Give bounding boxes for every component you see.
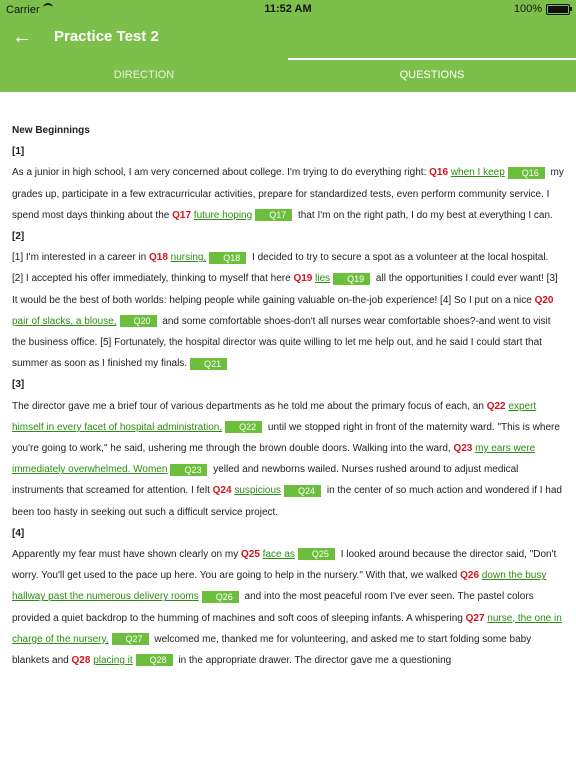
text: until we stopped right in front of the maternity ward. "This is where you're going to work," he said, ushering me through the brown double doors. Walking into the ward, — [12, 421, 560, 455]
underlined-text[interactable]: lies — [315, 273, 331, 285]
text: I looked around because the director said, "Don't worry. You'll get used to the pace up here. You are going to help in the nursery." With that, we walked — [12, 549, 557, 582]
text: Apparently my fear must have shown clearly on my — [12, 549, 241, 561]
section-3-heading: [3] — [12, 379, 25, 391]
text: in the appropriate drawer. The director gave me a questioning — [175, 655, 452, 667]
question-badge[interactable]: Q16 — [508, 167, 545, 179]
back-arrow-icon[interactable]: ← — [12, 26, 32, 48]
app-bar — [0, 18, 576, 58]
underlined-text[interactable]: down the busy hallway past the numerous delivery rooms — [12, 570, 547, 603]
status-bar — [0, 0, 576, 18]
section-2-heading: [2] — [12, 231, 25, 243]
question-badge[interactable]: Q26 — [202, 591, 239, 603]
question-badge[interactable]: Q17 — [255, 209, 292, 221]
question-number: Q19 — [293, 273, 313, 285]
question-badge[interactable]: Q22 — [225, 421, 262, 433]
section-1-heading: [1] — [12, 146, 25, 158]
question-badge[interactable]: Q27 — [112, 633, 149, 645]
passage-title: New Beginnings — [12, 125, 90, 136]
question-number: Q17 — [172, 209, 192, 221]
text: all the opportunities I could ever want! [3] It would be the best of both worlds: helping people while gaining valuable on-the-job experience! [4] So I put on a nice — [12, 273, 558, 306]
paragraph-4 — [12, 396, 564, 523]
text: welcomed me, thanked me for volunteering, and asked me to start folding some baby blankets and — [12, 633, 532, 667]
page-title: Practice Test 2 — [54, 28, 159, 45]
text: my grades up, participate in a few extracurricular activities, prepare for standardized tests, even perform community service. I spend most days thinking about the — [12, 167, 564, 221]
question-number: Q23 — [453, 443, 473, 455]
underlined-text[interactable]: placing it — [93, 655, 133, 667]
paragraph-5 — [12, 544, 564, 671]
question-badge[interactable]: Q20 — [120, 315, 157, 327]
section-4-heading: [4] — [12, 527, 25, 539]
carrier-text: Carrier — [6, 4, 40, 16]
question-badge[interactable]: Q24 — [284, 485, 321, 497]
paragraph-3 — [12, 268, 564, 374]
text: I decided to try to secure a spot as a volunteer at the local hospital. — [249, 252, 549, 264]
underlined-text[interactable]: suspicious — [234, 485, 282, 497]
underlined-text[interactable]: future hoping — [193, 209, 253, 221]
text: The director gave me a brief tour of various departments as he told me about the primary focus of each, an — [12, 400, 487, 412]
paragraph-1 — [12, 162, 564, 226]
paragraph-2 — [12, 247, 564, 268]
question-number: Q22 — [486, 400, 506, 412]
question-number: Q20 — [534, 294, 554, 306]
question-number: Q25 — [240, 549, 260, 561]
question-badge[interactable]: Q28 — [136, 654, 173, 666]
battery-percent: 100% — [513, 3, 542, 15]
question-number: Q26 — [460, 570, 480, 582]
tab-bar — [0, 58, 576, 92]
question-badge[interactable]: Q21 — [190, 358, 227, 370]
question-number: Q24 — [212, 485, 232, 497]
text: that I'm on the right path, I do my best at everything I can. — [295, 209, 553, 221]
text: in the center of so much action and wondered if I had been too hasty in seeking out such a difficult service project. — [12, 485, 562, 518]
text: yelled and newborns wailed. Nurses rushed around to adjust medical instruments that screamed for attention. I felt — [12, 464, 519, 497]
battery-icon — [546, 4, 570, 15]
text: and into the most peaceful room I've ever seen. The pastel colors provided a quiet backdrop to the humming of machines and soft coos of sleeping infants. A whispering — [12, 591, 534, 624]
tab-questions[interactable]: QUESTIONS — [288, 58, 576, 92]
question-badge[interactable]: Q19 — [333, 273, 370, 285]
underlined-text[interactable]: face as — [262, 549, 295, 561]
underlined-text[interactable]: my ears were immediately overwhelmed. Women — [12, 443, 536, 476]
battery-status — [514, 3, 570, 15]
text: [1] I'm interested in a career in — [12, 252, 149, 264]
question-number: Q18 — [148, 252, 168, 264]
underlined-text[interactable]: expert himself in every facet of hospital administration, — [12, 400, 537, 433]
passage — [12, 120, 564, 671]
underlined-text[interactable]: nurse, the one in charge of the nursery, — [12, 612, 562, 645]
question-number: Q16 — [429, 167, 449, 179]
underlined-text[interactable]: when I keep — [450, 167, 505, 179]
question-number: Q27 — [465, 612, 485, 624]
text: and some comfortable shoes-don't all nurses wear comfortable shoes?-and went to visit the business office. [5] Fortunately, the hospital director was quite willing to let me help out, and he said I could start that summer as soon as I finished my finals. — [12, 315, 551, 370]
tab-direction[interactable]: DIRECTION — [113, 69, 175, 81]
text: As a junior in high school, I am very concerned about college. I'm trying to do everything right: — [12, 167, 430, 179]
question-badge[interactable]: Q18 — [209, 252, 246, 264]
underlined-text[interactable]: nursing, — [170, 252, 207, 264]
question-badge[interactable]: Q23 — [170, 464, 207, 476]
question-badge[interactable]: Q25 — [298, 548, 335, 560]
question-number: Q28 — [71, 655, 91, 667]
status-time: 11:52 AM — [264, 3, 312, 15]
text: [2] I accepted his offer immediately, thinking to myself that here — [12, 273, 294, 285]
underlined-text[interactable]: pair of slacks, a blouse, — [12, 315, 117, 327]
